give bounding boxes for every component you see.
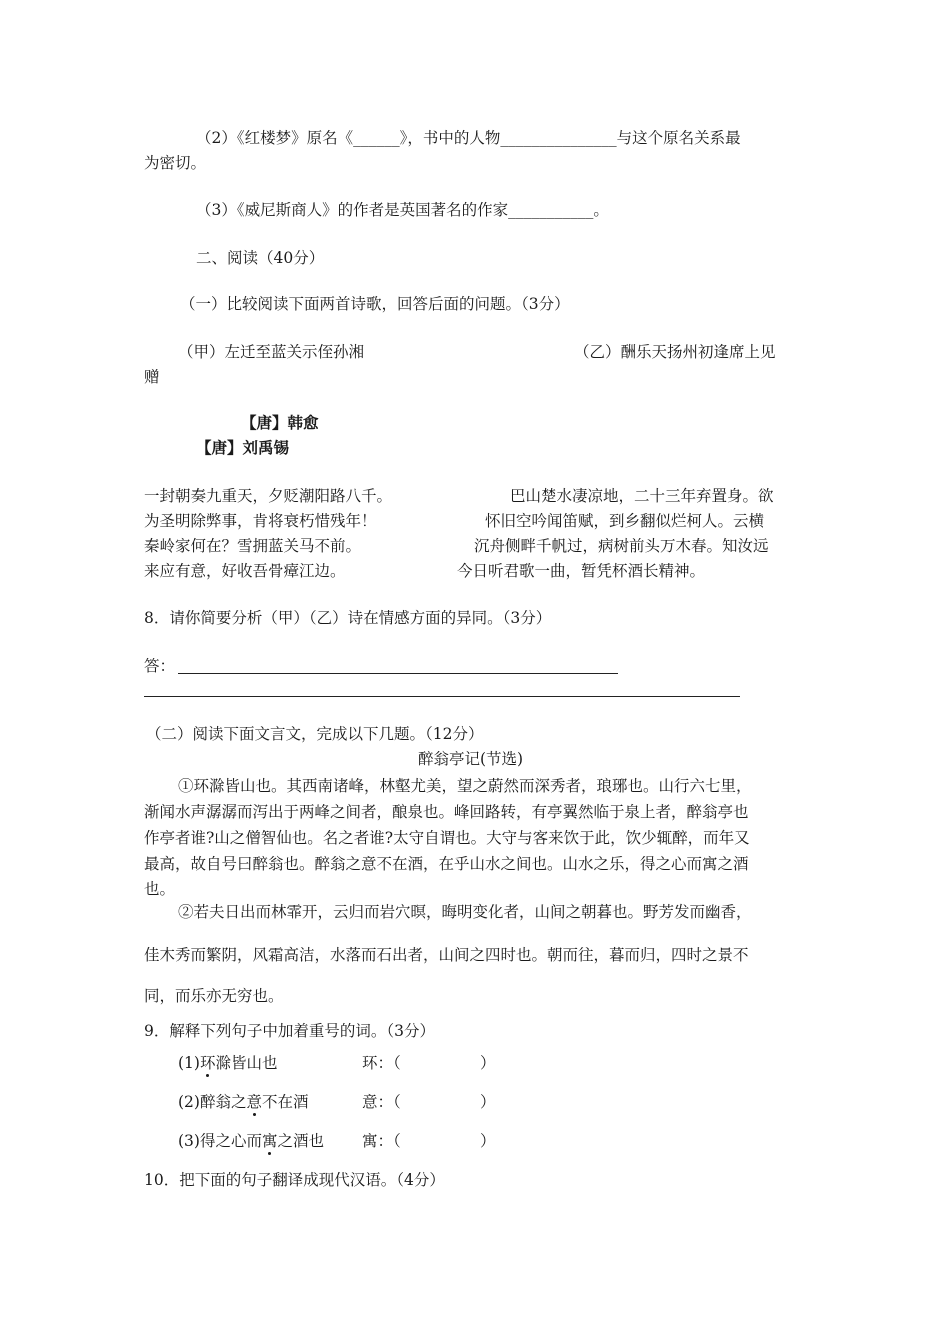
q9-close-1: ） — [480, 1054, 496, 1072]
passage-line: ①环滁皆山也。其西南诸峰，林壑尤美，望之蔚然而深秀者，琅琊也。山行六七里， — [178, 777, 752, 795]
poem-jia-title: （甲）左迁至蓝关示侄孙湘 — [178, 343, 365, 361]
part2-instructions: （二）阅读下面文言文，完成以下几题。（12分） — [146, 725, 484, 743]
passage-line: ②若夫日出而林霏开，云归而岩穴暝，晦明变化者，山间之朝暮也。野芳发而幽香， — [178, 903, 752, 921]
poem-right-line: 怀旧空吟闻笛赋，到乡翻似烂柯人。云横 — [485, 512, 765, 530]
q9-sentence-3: (3)得之心而寓之酒也 — [178, 1132, 324, 1150]
poem-yi-author: 【唐】刘禹锡 — [196, 438, 290, 457]
question-2-line1: （2）《红楼梦》原名《______》，书中的人物_______________与这个原名关系最 — [196, 129, 741, 147]
poem-left-line: 秦岭家何在？雪拥蓝关马不前。 — [144, 537, 362, 555]
answer-line[interactable] — [144, 696, 740, 697]
q9-label-3: 寓：（ — [362, 1132, 401, 1150]
part1-instructions: （一）比较阅读下面两首诗歌，回答后面的问题。（3分） — [180, 295, 570, 313]
passage-line: 最高，故自号曰醉翁也。醉翁之意不在酒，在乎山水之间也。山水之乐，得之心而寓之酒 — [144, 855, 749, 873]
passage-line: 同，而乐亦无穷也。 — [144, 987, 284, 1005]
q9-close-2: ） — [480, 1093, 496, 1111]
passage-line: 佳木秀而繁阴，风霜高洁，水落而石出者，山间之四时也。朝而往，暮而归，四时之景不 — [144, 946, 749, 964]
answer-line[interactable] — [178, 673, 618, 674]
answer-label: 答： — [144, 657, 176, 675]
q9-close-3: ） — [480, 1132, 496, 1150]
poem-yi-title: （乙）酬乐天扬州初逢席上见 — [574, 343, 776, 361]
emphasis-dot-char: 寓 — [261, 1132, 278, 1150]
poem-right-line: 沉舟侧畔千帆过，病树前头万木春。知汝远 — [474, 537, 769, 555]
passage-line: 渐闻水声潺潺而泻出于两峰之间者，酿泉也。峰回路转，有亭翼然临于泉上者，醉翁亭也 — [144, 803, 749, 821]
poem-left-line: 一封朝奏九重天，夕贬潮阳路八千。 — [144, 487, 393, 505]
passage-title: 醉翁亭记(节选) — [418, 750, 524, 768]
q9-sentence-2: (2)醉翁之意不在酒 — [178, 1093, 309, 1111]
poem-jia-author: 【唐】韩愈 — [241, 413, 319, 432]
poem-yi-title-continued: 赠 — [144, 368, 160, 386]
q9-sentence-1: (1)环滁皆山也 — [178, 1054, 278, 1072]
q9-label-1: 环：（ — [362, 1054, 401, 1072]
passage-line: 也。 — [144, 880, 176, 898]
poem-left-line: 来应有意，好收吾骨瘴江边。 — [144, 562, 346, 580]
poem-right-line: 今日听君歌一曲，暂凭杯酒长精神。 — [457, 562, 706, 580]
question-3: （3）《威尼斯商人》的作者是英国著名的作家___________。 — [196, 201, 609, 219]
poem-right-line: 巴山楚水凄凉地，二十三年弃置身。欲 — [510, 487, 774, 505]
question-2-line2: 为密切。 — [144, 154, 207, 172]
section-heading-reading: 二、阅读（40分） — [196, 249, 325, 267]
passage-line: 作亭者谁?山之僧智仙也。名之者谁?太守自谓也。大守与客来饮于此，饮少辄醉，而年又 — [144, 829, 750, 847]
question-8: 8．请你简要分析（甲）（乙）诗在情感方面的异同。（3分） — [144, 609, 552, 627]
poem-left-line: 为圣明除弊事，肯将衰朽惜残年！ — [144, 512, 377, 530]
question-9: 9．解释下列句子中加着重号的词。（3分） — [144, 1022, 435, 1040]
emphasis-dot-char: 环 — [199, 1054, 216, 1072]
q9-label-2: 意：（ — [362, 1093, 401, 1111]
question-10: 10．把下面的句子翻译成现代汉语。（4分） — [144, 1171, 445, 1189]
emphasis-dot-char: 意 — [246, 1093, 262, 1111]
